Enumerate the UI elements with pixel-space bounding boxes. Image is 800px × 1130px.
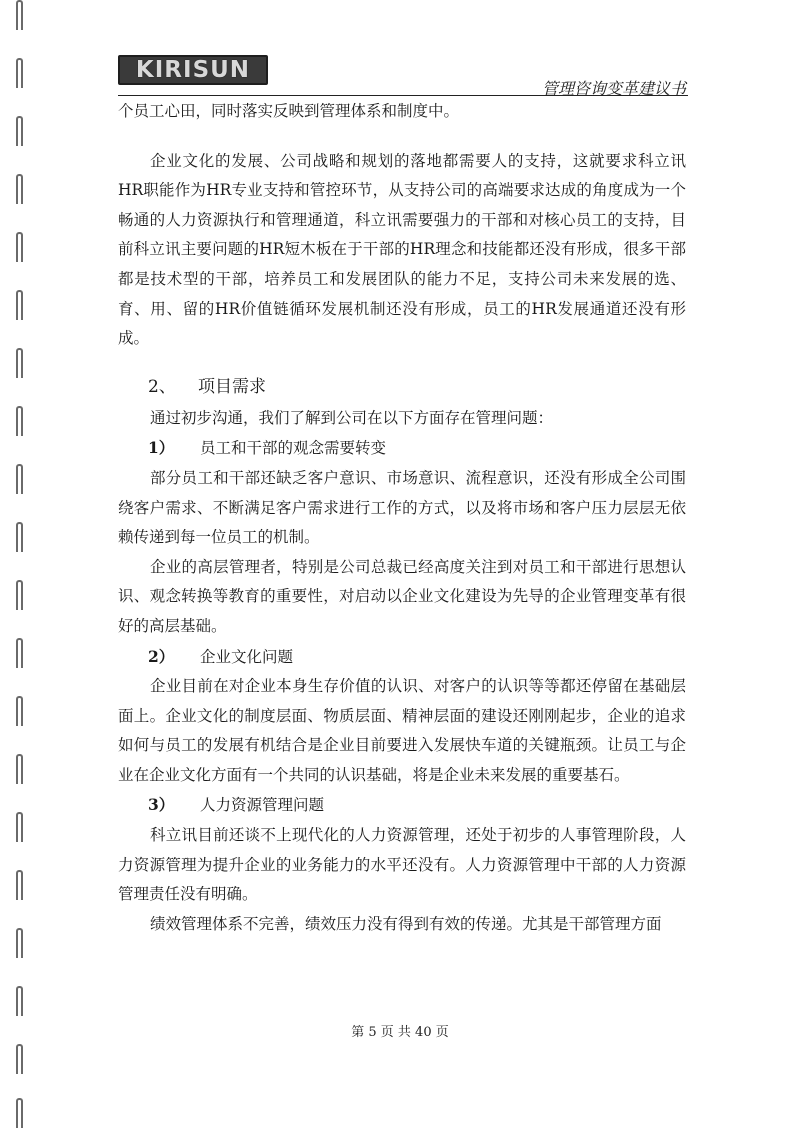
binder-ring — [16, 696, 23, 726]
subsection-number: 3） — [148, 795, 175, 815]
paragraph-continuation: 个员工心田，同时落实反映到管理体系和制度中。 — [118, 102, 460, 120]
subsection-number: 2） — [148, 646, 175, 666]
paragraph-leadership: 企业的高层管理者，特别是公司总裁已经高度关注到对员工和干部进行思想认识、观念转换等教育的重要性，对启动以企业文化建设为先导的企业管理变革有很好的高层基础。 — [118, 557, 686, 635]
paragraph-intro: 通过初步沟通，我们了解到公司在以下方面存在管理问题： — [150, 408, 554, 427]
binder-ring — [16, 406, 23, 436]
document-title: 管理咨询变革建议书 — [541, 79, 686, 98]
subsection-title: 企业文化问题 — [200, 647, 294, 666]
paragraph-awareness: 部分员工和干部还缺乏客户意识、市场意识、流程意识，还没有形成全公司围绕客户需求、不断满足客户需求进行工作的方式，以及将市场和客户压力层层无依赖传递到每一位员工的机制。 — [118, 468, 686, 547]
binder-ring — [16, 290, 23, 320]
binder-ring — [16, 1098, 23, 1128]
binder-ring — [16, 116, 23, 146]
paragraph-gap — [118, 127, 686, 147]
binder-ring — [16, 1044, 23, 1074]
binder-ring — [16, 0, 23, 30]
subsection-number: 1） — [148, 438, 175, 458]
binder-ring — [16, 580, 23, 610]
paragraph-hr-management: 科立讯目前还谈不上现代化的人力资源管理，还处于初步的人事管理阶段，人力资源管理为提升企业的业务能力的水平还没有。人力资源管理中干部的人力资源管理责任没有明确。 — [118, 826, 686, 904]
binder-ring — [16, 348, 23, 378]
page-number: 第 5 页 共 40 页 — [351, 1025, 449, 1040]
binder-ring — [16, 928, 23, 958]
paragraph-performance: 绩效管理体系不完善，绩效压力没有得到有效的传递。尤其是干部管理方面 — [150, 914, 662, 933]
paragraph-culture: 企业目前在对企业本身生存价值的认识、对客户的认识等等都还停留在基础层面上。企业文化的制度层面、物质层面、精神层面的建设还刚刚起步，企业的追求如何与员工的发展有机结合是企业目前要进入发展快车道的关键瓶颈。让员工与企业在企业文化方面有一个共同的认识基础，将是企业未来发展的重要基石。 — [118, 677, 686, 784]
subsection-heading-2 — [118, 642, 686, 673]
binder-rings — [0, 0, 40, 1130]
binder-ring — [16, 870, 23, 900]
subsection-title: 员工和干部的观念需要转变 — [200, 439, 387, 458]
binder-ring — [16, 986, 23, 1016]
document-body — [118, 97, 686, 939]
subsection-heading-3 — [118, 790, 686, 821]
subsection-heading-1 — [118, 433, 686, 464]
binder-ring — [16, 754, 23, 784]
binder-ring — [16, 522, 23, 552]
binder-ring — [16, 58, 23, 88]
section-heading — [118, 370, 686, 404]
subsection-title: 人力资源管理问题 — [200, 796, 325, 815]
binder-ring — [16, 464, 23, 494]
header-divider — [118, 95, 688, 96]
binder-ring — [16, 232, 23, 262]
section-number: 2、 — [148, 376, 176, 397]
paragraph-hr-function: 企业文化的发展、公司战略和规划的落地都需要人的支持，这就要求科立讯HR职能作为HR专业支持和管控环节，从支持公司的高端要求达成的角度成为一个畅通的人力资源执行和管理通道，科立讯需要强力的干部和对核心员工的支持，目前科立讯主要问题的HR短木板在于干部的HR理念和技能都还没有形成，很多干部都是技术型的干部，培养员工和发展团队的能力不足，支持公司未来发展的选、育、用、留的HR价值链循环发展机制还没有形成，员工的HR发展通道还没有形成。 — [118, 151, 686, 348]
section-title: 项目需求 — [198, 376, 266, 397]
binder-ring — [16, 812, 23, 842]
binder-ring — [16, 638, 23, 668]
company-logo: KIRISUN — [118, 55, 268, 85]
binder-ring — [16, 174, 23, 204]
